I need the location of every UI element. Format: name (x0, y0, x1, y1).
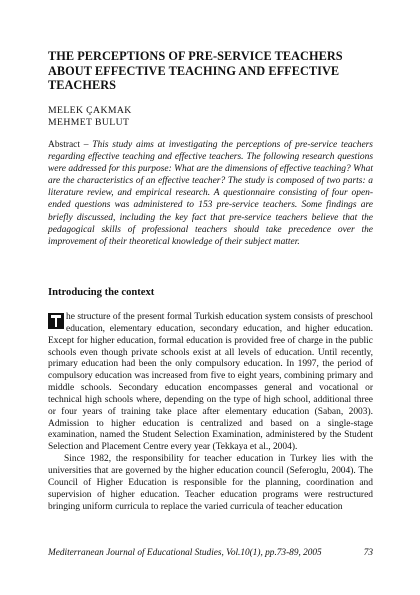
body-text (48, 312, 373, 513)
author-name: MELEK ÇAKMAK (48, 105, 132, 116)
article-title (48, 49, 378, 93)
page-number: 73 (363, 548, 373, 558)
paragraph (48, 312, 373, 454)
title-line-3: TEACHERS (48, 78, 117, 92)
abstract (48, 139, 373, 248)
paragraph: Since 1982, the responsibility for teacher education in Turkey lies with the universities that are governed by the higher education council (Seferoglu, 2004). The Council of Higher Education is responsible for the planning, coordination and supervision of higher education. Teacher education programs were restructured bringing uniform curricula to replace the varied curricula of teacher education (48, 454, 373, 512)
title-line-2: ABOUT EFFECTIVE TEACHING AND EFFECTIVE (48, 63, 340, 78)
drop-cap (48, 313, 64, 329)
section-heading: Introducing the context (48, 287, 155, 298)
page-footer (48, 547, 373, 559)
author-list (48, 105, 132, 129)
abstract-label: Abstract – (48, 140, 93, 150)
journal-citation: Mediterranean Journal of Educational Studies, Vol.10(1), pp.73-89, 2005 (48, 548, 322, 558)
author-name: MEHMET BULUT (48, 117, 130, 128)
paragraph-text: he structure of the present formal Turkish education system consists of preschool education, elementary education, secondary education, and higher education. Except for higher education, formal education is provided free of charge in the public schools even though private schools exist at all levels of education. Until recently, primary education had been the only compulsory education. In 1997, the period of compulsory education was increased from five to eight years, combining primary and middle schools. Secondary education encompasses general and vocational or technical high schools where, depending on the type of high school, additional three or four years of training take place after elementary education (Saban, 2003). Admission to higher education is centralized and based on a single-stage examination, named the Student Selection Examination, administered by the Student Selection and Placement Centre every year (Tekkaya et al., 2004). (48, 312, 373, 453)
title-line-1: THE PERCEPTIONS OF PRE-SERVICE TEACHERS (48, 49, 343, 63)
abstract-text: This study aims at investigating the perceptions of pre-service teachers regarding effective teaching and effective teachers. The following research questions were addressed for this purpose: What are the dimensions of effective teaching? What are the characteristics of an effective teacher? The study is composed of two parts: a literature review, and empirical research. A questionnaire consisting of four open-ended questions was administered to 153 pre-service teachers. Some findings are briefly discussed, including the key fact that pre-service teachers believe that the pedagogical skills of professional teachers should take precedence over the improvement of their theoretical knowledge of their subject matter. (48, 140, 373, 247)
